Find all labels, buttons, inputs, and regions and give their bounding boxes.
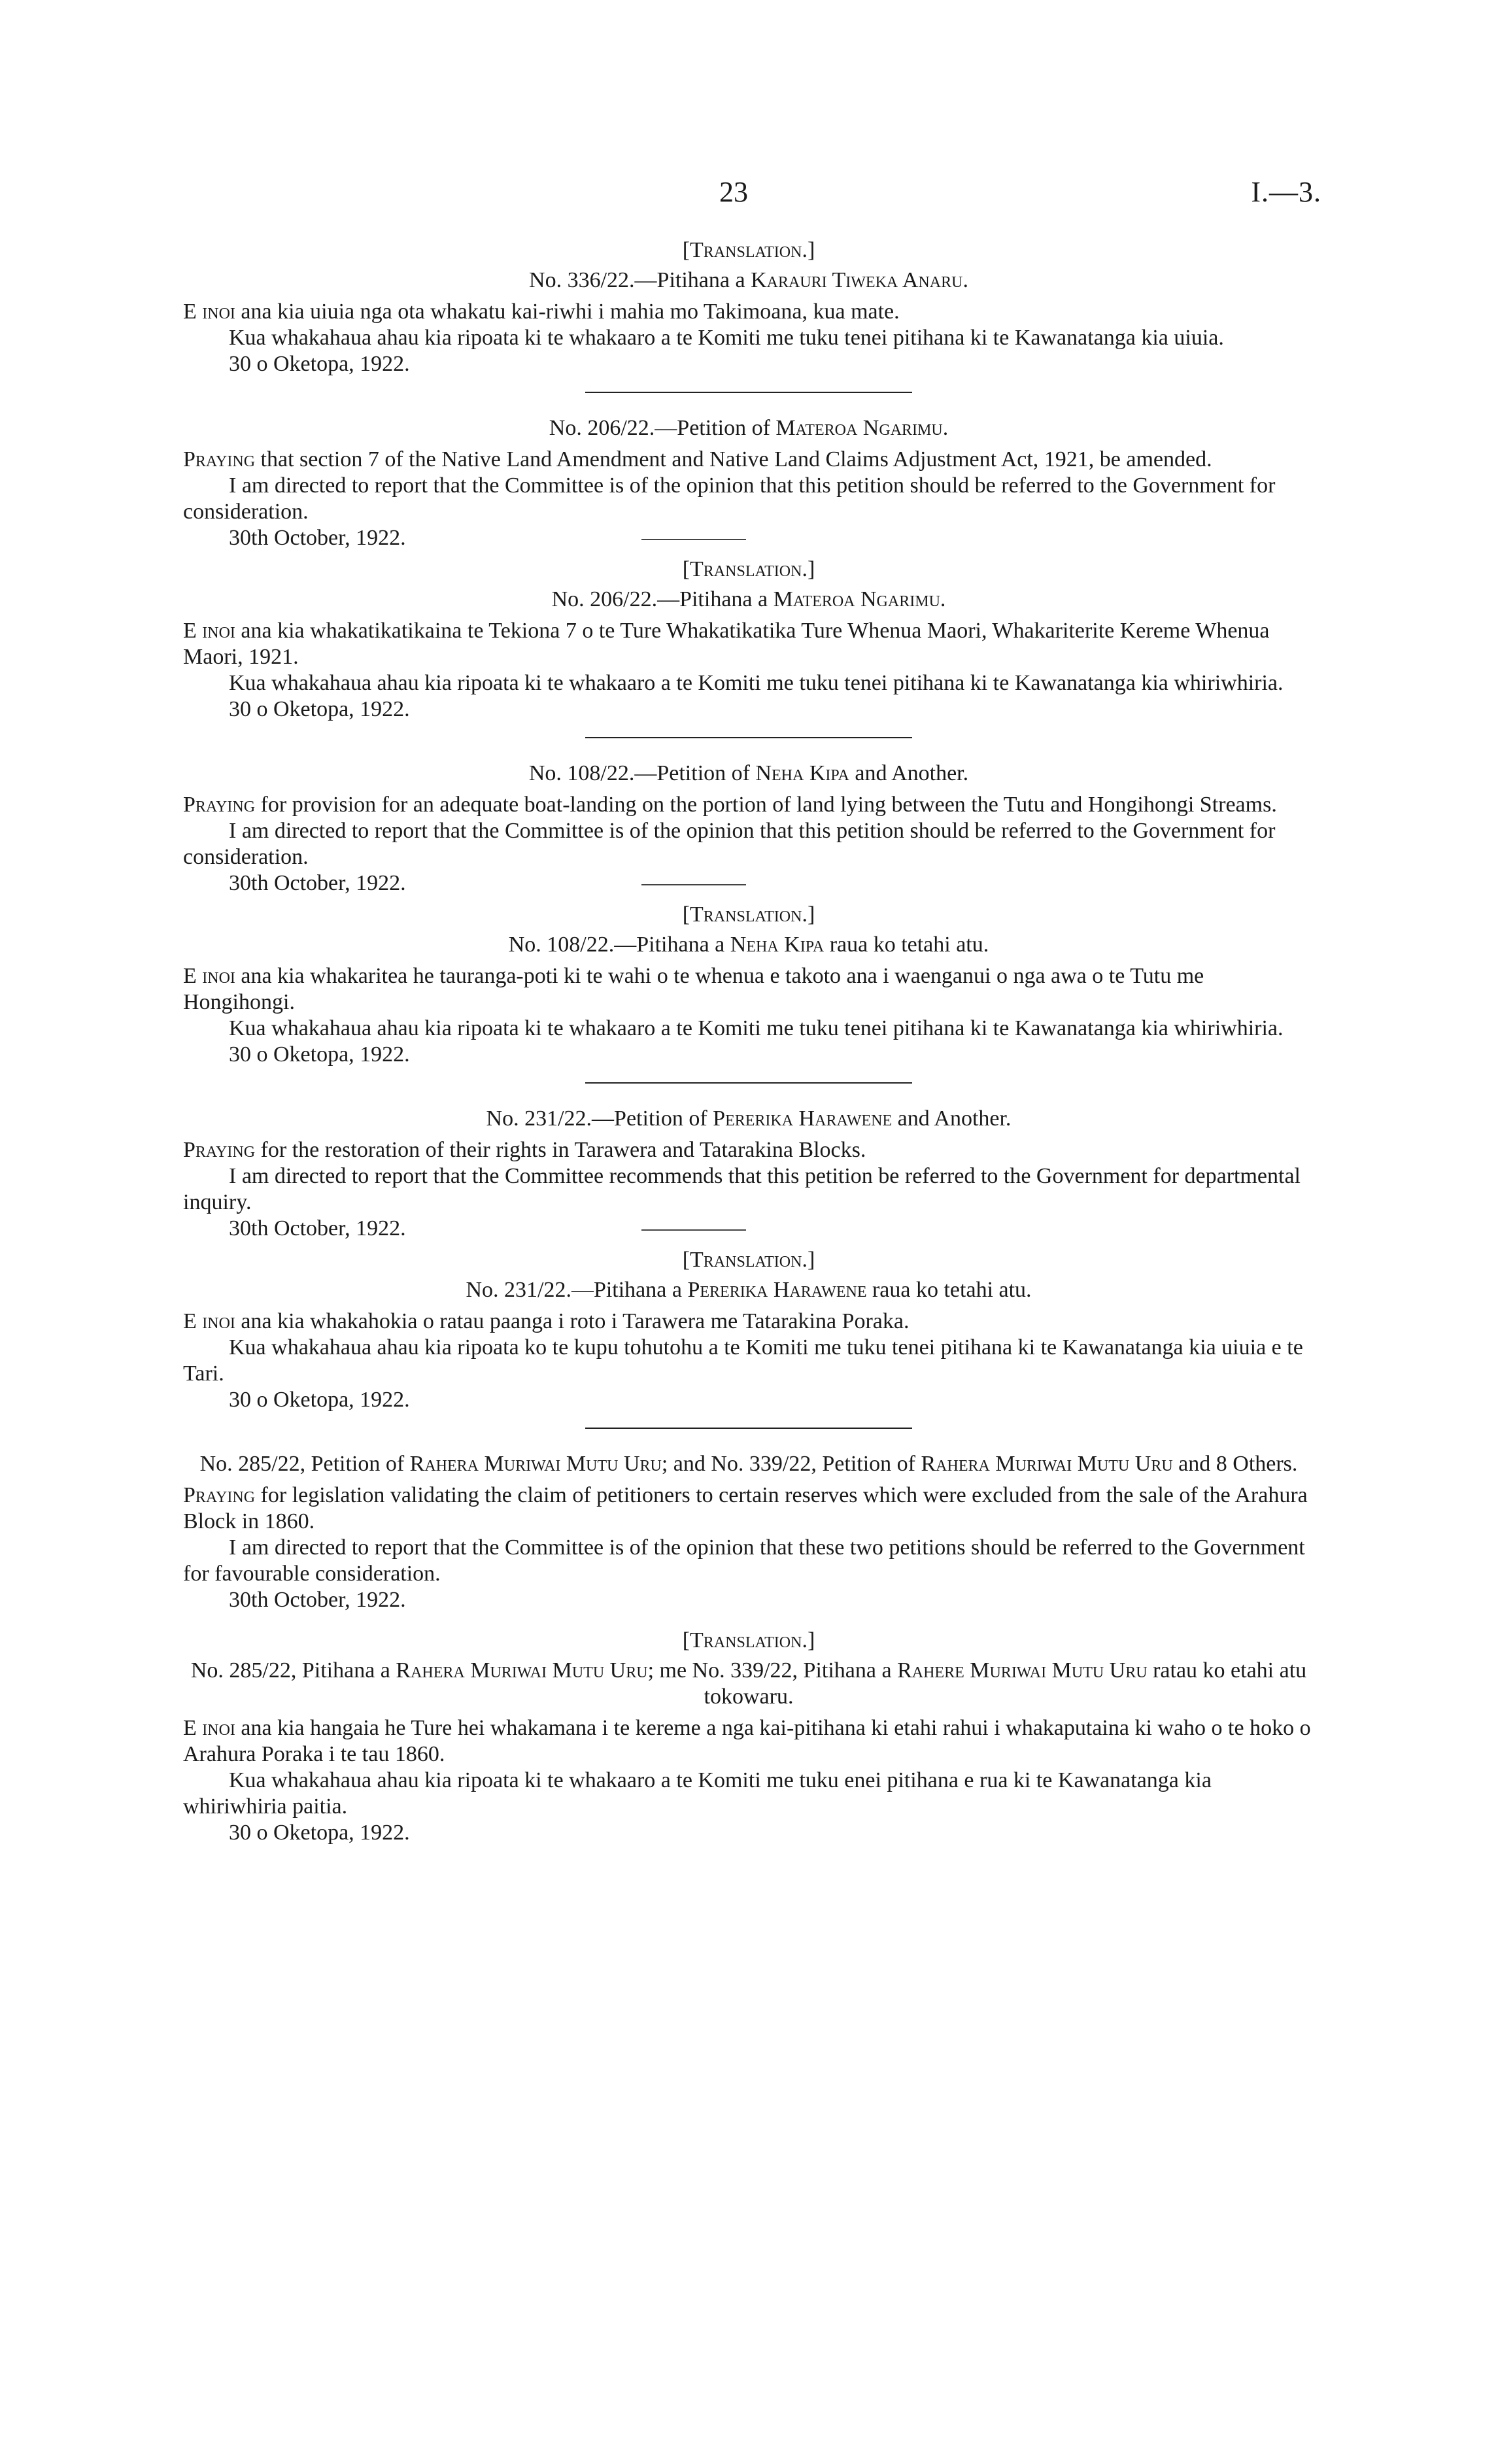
translation-label: [Translation.] <box>682 1248 815 1272</box>
petition-paragraph: I am directed to report that the Committee is of the opinion that this petition should be referred to the Government for consideration. <box>183 819 1276 869</box>
petition-date: 30 o Oketopa, 1922. <box>229 1388 410 1412</box>
page-header <box>0 175 1498 221</box>
petition-paragraph: E inoi ana kia whakatikatikaina te Tekiona 7 o te Ture Whakatikatika Ture Whenua Maori, Whakariterite Kereme Whenua Maori, 1921. <box>183 619 1270 669</box>
petition-paragraph: Kua whakahaua ahau kia ripoata ki te whakaaro a te Komiti me tuku tenei pitihana ki te Kawanatanga kia whiriwhiria. <box>229 1016 1284 1040</box>
petition-date: 30th October, 1922. <box>229 1216 1314 1242</box>
petition-title: No. 108/22.—Pitihana a Neha Kipa raua ko tetahi atu. <box>508 933 989 957</box>
petition-paragraph: Kua whakahaua ahau kia ripoata ki te whakaaro a te Komiti me tuku tenei pitihana ki te Kawanatanga kia uiuia. <box>229 326 1224 350</box>
petition-108 <box>183 761 1314 1068</box>
petition-title: No. 206/22.—Petition of Materoa Ngarimu. <box>549 416 949 440</box>
petition-date: 30th October, 1922. <box>229 870 1314 897</box>
petition-date: 30 o Oketopa, 1922. <box>229 352 410 376</box>
section-divider <box>585 1082 912 1084</box>
translation-label: [Translation.] <box>682 238 815 262</box>
petition-paragraph: E inoi ana kia whakaritea he tauranga-poti ki te wahi o te whenua e takoto ana i waenganui o nga awa o te Tutu me Hongihongi. <box>183 964 1204 1014</box>
translation-label: [Translation.] <box>682 557 815 581</box>
petition-date: 30th October, 1922. <box>229 1588 406 1612</box>
short-divider <box>641 539 746 540</box>
petition-paragraph: Kua whakahaua ahau kia ripoata ki te whakaaro a te Komiti me tuku tenei pitihana ki te Kawanatanga kia whiriwhiria. <box>229 671 1284 695</box>
translation-label: [Translation.] <box>682 1628 815 1652</box>
petition-paragraph: Praying for provision for an adequate boat-landing on the portion of land lying between the Tutu and Hongihongi Streams. <box>183 793 1277 817</box>
petition-date: 30 o Oketopa, 1922. <box>229 697 410 721</box>
page-number: 23 <box>719 176 748 208</box>
section-divider <box>585 737 912 738</box>
petition-paragraph: E inoi ana kia uiuia nga ota whakatu kai-riwhi i mahia mo Takimoana, kua mate. <box>183 299 900 324</box>
petition-paragraph: Praying for the restoration of their rights in Tarawera and Tatarakina Blocks. <box>183 1138 866 1162</box>
translation-label: [Translation.] <box>682 902 815 927</box>
petition-paragraph: I am directed to report that the Committee is of the opinion that these two petitions should be referred to the Government for favourable consideration. <box>183 1535 1305 1586</box>
petition-paragraph: I am directed to report that the Committee is of the opinion that this petition should be referred to the Government for consideration. <box>183 473 1276 524</box>
petition-title: No. 231/22.—Pitihana a Pererika Harawene raua ko tetahi atu. <box>466 1278 1032 1302</box>
petition-paragraph: Praying for legislation validating the claim of petitioners to certain reserves which were excluded from the sale of the Arahura Block in 1860. <box>183 1483 1308 1533</box>
petition-paragraph: Praying that section 7 of the Native Land Amendment and Native Land Claims Adjustment Act, 1921, be amended. <box>183 447 1212 471</box>
document-body <box>183 232 1314 1846</box>
petition-title: No. 108/22.—Petition of Neha Kipa and Another. <box>528 761 969 785</box>
petition-title: No. 231/22.—Petition of Pererika Harawene and Another. <box>486 1106 1012 1131</box>
petition-title: No. 285/22, Pitihana a Rahera Muriwai Mutu Uru; me No. 339/22, Pitihana a Rahere Muriwai Mutu Uru ratau ko etahi atu tokowaru. <box>190 1658 1307 1709</box>
petition-title: No. 285/22, Petition of Rahera Muriwai Mutu Uru; and No. 339/22, Petition of Rahera Muriwai Mutu Uru and 8 Others. <box>199 1452 1298 1476</box>
petition-336-translation <box>183 237 1314 377</box>
petition-285-339 <box>183 1451 1314 1846</box>
petition-paragraph: I am directed to report that the Committee recommends that this petition be referred to the Government for departmental inquiry. <box>183 1164 1301 1214</box>
petition-paragraph: Kua whakahaua ahau kia ripoata ko te kupu tohutohu a te Komiti me tuku tenei pitihana ki te Kawanatanga kia uiuia e te Tari. <box>183 1335 1303 1386</box>
petition-title: No. 206/22.—Pitihana a Materoa Ngarimu. <box>551 587 946 611</box>
petition-date: 30th October, 1922. <box>229 525 1314 551</box>
short-divider <box>641 884 746 885</box>
section-divider <box>585 392 912 393</box>
section-divider <box>585 1428 912 1429</box>
petition-date: 30 o Oketopa, 1922. <box>229 1042 410 1067</box>
petition-date: 30 o Oketopa, 1922. <box>229 1821 410 1845</box>
petition-231 <box>183 1106 1314 1413</box>
petition-title: No. 336/22.—Pitihana a Karauri Tiweka Anaru. <box>529 268 968 292</box>
petition-paragraph: E inoi ana kia whakahokia o ratau paanga i roto i Tarawera me Tatarakina Poraka. <box>183 1309 910 1333</box>
document-reference: I.—3. <box>1251 176 1321 208</box>
petition-206 <box>183 415 1314 723</box>
short-divider <box>641 1229 746 1231</box>
petition-paragraph: E inoi ana kia hangaia he Ture hei whakamana i te kereme a nga kai-pitihana ki etahi rahui i whakaputaina ki waho o te hoko o Arahura Poraka i te tau 1860. <box>183 1716 1311 1766</box>
petition-paragraph: Kua whakahaua ahau kia ripoata ki te whakaaro a te Komiti me tuku enei pitihana e rua ki te Kawanatanga kia whiriwhiria paitia. <box>183 1768 1212 1819</box>
